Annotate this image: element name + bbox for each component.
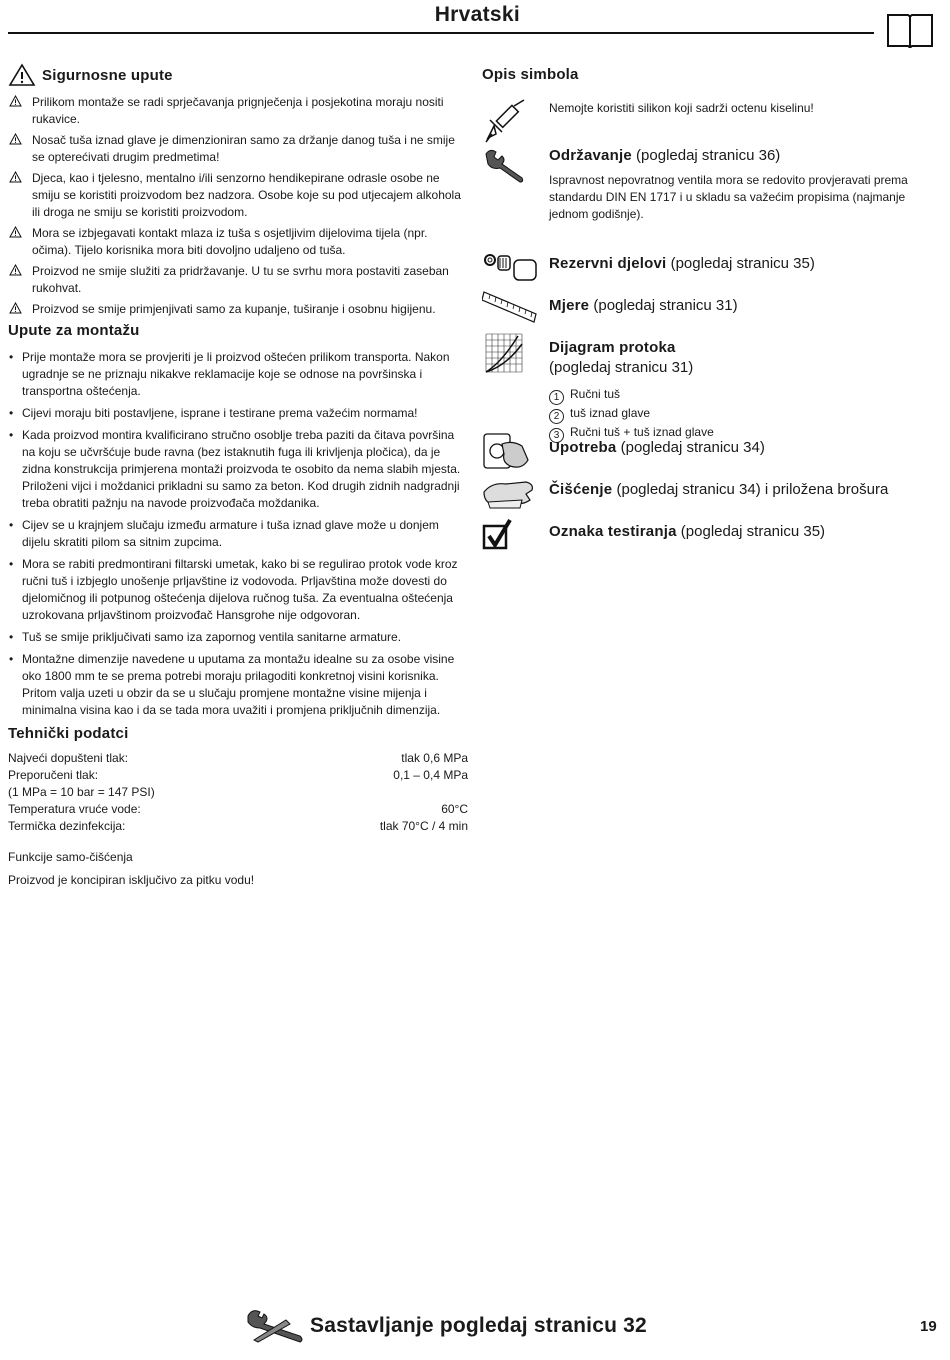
list-item: • Prije montaže mora se provjeriti je li proizvod oštećen prilikom transporta. Nakon ugradnje se ne priznaju nikakve reklamacije koje se odnose na površinska i transportna oštećenja. (8, 349, 468, 400)
spare-heading (549, 254, 922, 274)
tech-value: 0,1 – 0,4 MPa (393, 768, 468, 782)
tech-label: Termička dezinfekcija: (8, 819, 126, 833)
dimensions-row (482, 296, 922, 338)
page-header (8, 0, 874, 34)
tech-table (8, 750, 468, 835)
maintenance-heading (549, 146, 922, 166)
dimensions-ref: (pogledaj stranicu 31) (589, 297, 738, 314)
right-column (482, 62, 922, 564)
dimensions-bold: Mjere (549, 297, 590, 314)
cleaning-row (482, 480, 922, 522)
list-item (8, 225, 468, 259)
cleaning-bold: Čišćenje (549, 481, 613, 498)
tech-label: (1 MPa = 10 bar = 147 PSI) (8, 785, 155, 799)
flow-bold: Dijagram protoka (549, 339, 676, 356)
list-item: • Mora se rabiti predmontirani filtarski umetak, kako bi se regulirao protok vode kroz ručni tuš i izbjeglo unošenje prljavštine iz vodovoda. Prljavština može dovesti do djelomičnog ili potpunog oštećenja dijelova ručnog tuša. Za eventualna oštećenja uzrokovana prljavštinom proizvođač Hansgrohe nije odgovoran. (8, 556, 468, 624)
self-cleaning-note: Funkcije samo-čišćenja (8, 850, 133, 864)
number-badge: 3 (549, 428, 564, 443)
list-item (8, 94, 468, 128)
test-ref: (pogledaj stranicu 35) (676, 523, 826, 540)
silicone-text: Nemojte koristiti silikon koji sadrži octenu kiselinu! (549, 101, 814, 115)
spare-parts-icon (482, 250, 540, 284)
maintenance-text: Ispravnost nepovratnog ventila mora se redovito provjeravati prema standardu DIN EN 1717 i u skladu sa važećim propisima (najmanje jednom godišnje). (549, 173, 908, 221)
warning-icon (9, 133, 22, 145)
warning-icon (9, 302, 22, 314)
tech-label: Najveći dopušteni tlak: (8, 751, 129, 765)
safety-text: Djeca, kao i tjelesno, mentalno i/ili senzorno hendikepirane odrasle osobe ne smiju se koristiti proizvodom bez nadzora. Osobe koje su pod utjecajem alkohola ili droga ne smiju se koristiti proizvodom. (32, 171, 461, 219)
tech-label: Preporučeni tlak: (8, 768, 99, 782)
warning-icon (9, 95, 22, 107)
list-item (549, 405, 922, 424)
page-footer (240, 1306, 940, 1346)
mounting-title: Upute za montažu (8, 322, 140, 339)
number-badge: 1 (549, 390, 564, 405)
footer-title: Sastavljanje pogledaj stranicu 32 (310, 1314, 647, 1337)
tech-value: tlak 0,6 MPa (401, 751, 468, 765)
warning-icon (9, 226, 22, 238)
safety-text: Prilikom montaže se radi sprječavanja prignječenja i posjekotina moraju nositi rukavice. (32, 95, 444, 126)
warning-icon (9, 171, 22, 183)
list-item: • Cijevi moraju biti postavljene, isprane i testirane prema važećim normama! (8, 405, 468, 422)
maintenance-ref: (pogledaj stranicu 36) (631, 147, 781, 164)
silicone-row (482, 100, 922, 146)
hand-knob-icon (482, 430, 530, 472)
list-item: • Kada proizvod montira kvalificirano stručno osoblje treba paziti da čitava površina na koju se učvršćuje bude ravna (bez istaknutih fuga ili krivljenja pločica), da je zidna konstrukcija primjerena montaži proizvoda te osobito da nema slabih mjesta. Priloženi vijci i moždanici prikladni su samo za beton. Kod drugih zidnih nadgradnji treba obratiti pažnju na navode proizvođača moždanika. (8, 427, 468, 512)
warning-icon (8, 63, 36, 87)
safety-text: Proizvod ne smije služiti za pridržavanje. U tu se svrhu mora postaviti zaseban rukohvat. (32, 264, 449, 295)
silicone-gun-icon (482, 98, 528, 144)
test-heading (549, 522, 922, 542)
book-icon (886, 12, 934, 50)
cleaning-hand-icon (482, 474, 538, 510)
flow-list (549, 386, 922, 443)
safety-heading (8, 62, 468, 88)
safety-title: Sigurnosne upute (42, 66, 173, 84)
tech-value: 60°C (441, 802, 468, 816)
flow-heading (549, 338, 922, 358)
test-row (482, 522, 922, 564)
flow-diagram-icon (482, 332, 524, 376)
left-column (8, 62, 468, 889)
list-item (8, 263, 468, 297)
tech-row (8, 801, 468, 818)
list-item (8, 132, 468, 166)
spare-ref: (pogledaj stranicu 35) (666, 255, 815, 272)
safety-text: Mora se izbjegavati kontakt mlaza iz tuša s osjetljivim dijelovima tijela (npr. očima). Tijelo korisnika mora biti dovoljno udaljeno od tuša. (32, 226, 428, 257)
mounting-list (8, 349, 468, 719)
maintenance-bold: Održavanje (549, 147, 632, 164)
safety-list (8, 94, 468, 318)
page-number: 19 (920, 1318, 937, 1335)
usage-bold: Upotreba (549, 439, 617, 456)
drinking-water-note: Proizvod je koncipiran isključivo za pitku vodu! (8, 873, 255, 887)
tools-icon (246, 1306, 304, 1344)
tech-label: Temperatura vruće vode: (8, 802, 141, 816)
ruler-icon (482, 288, 538, 328)
usage-ref: (pogledaj stranicu 34) (616, 439, 765, 456)
wrench-icon (482, 148, 526, 184)
tech-row (8, 818, 468, 835)
dimensions-heading (549, 296, 922, 316)
list-item: • Montažne dimenzije navedene u uputama za montažu idealne su za osobe visine oko 1800 mm te se prema potrebi moraju prilagoditi konkretnoj visini korisnika. Pritom valja uzeti u obzir da se u slučaju promjene montažne visine mijenja i minimalna visina kao i da se tada mora uvažiti i promjena priključnih dimenzija. (8, 651, 468, 719)
spare-row (482, 254, 922, 296)
flow-row (482, 338, 922, 441)
tech-row (8, 767, 468, 784)
usage-row (482, 438, 922, 480)
list-item: • Cijev se u krajnjem slučaju između armature i tuša iznad glave može u donjem dijelu skratiti pilom sa sitnim zupcima. (8, 517, 468, 551)
cleaning-ref: (pogledaj stranicu 34) i priložena brošura (612, 481, 889, 498)
cleaning-heading (549, 480, 922, 500)
tech-value: tlak 70°C / 4 min (379, 819, 468, 833)
list-item: • Tuš se smije priključivati samo iza zapornog ventila sanitarne armature. (8, 629, 468, 646)
tech-title: Tehnički podatci (8, 725, 129, 742)
flow-ref: (pogledaj stranicu 31) (549, 359, 694, 376)
checkbox-icon (482, 518, 514, 552)
safety-text: Proizvod se smije primjenjivati samo za kupanje, tuširanje i osobnu higijenu. (32, 302, 436, 316)
usage-heading (549, 438, 922, 458)
flow-item: Ručni tuš (570, 387, 621, 401)
spare-bold: Rezervni djelovi (549, 255, 667, 272)
warning-icon (9, 264, 22, 276)
tech-row (8, 784, 468, 801)
list-item (8, 170, 468, 221)
test-bold: Oznaka testiranja (549, 523, 677, 540)
list-item (549, 386, 922, 405)
maintenance-row (482, 146, 922, 254)
number-badge: 2 (549, 409, 564, 424)
flow-item: tuš iznad glave (570, 406, 651, 420)
safety-text: Nosač tuša iznad glave je dimenzioniran samo za držanje danog tuša i ne smije se opterećivati drugim predmetima! (32, 133, 455, 164)
page-title: Hrvatski (434, 3, 520, 26)
flow-item: Ručni tuš + tuš iznad glave (570, 425, 714, 439)
symbols-title: Opis simbola (482, 66, 579, 83)
tech-row (8, 750, 468, 767)
list-item (8, 301, 468, 318)
